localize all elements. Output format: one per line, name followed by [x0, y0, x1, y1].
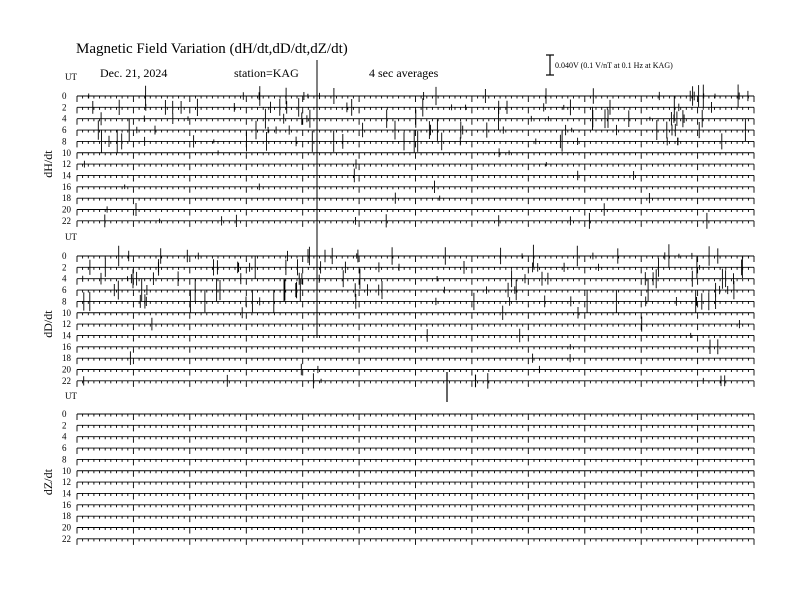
trace-row [77, 482, 754, 488]
row-hour-label: 10 [62, 147, 71, 158]
date-label: Dec. 21, 2024 [100, 66, 168, 80]
trace-row [77, 528, 754, 534]
row-hour-label: 18 [62, 353, 71, 364]
row-hour-label: 18 [62, 511, 71, 522]
row-hour-label: 12 [62, 159, 71, 170]
row-hour-label: 0 [62, 409, 67, 419]
row-hour-label: 8 [62, 136, 67, 147]
panel-dddt [41, 232, 754, 389]
panel-dhdt [41, 72, 754, 229]
row-hour-label: 18 [62, 193, 71, 204]
row-hour-label: 14 [62, 170, 71, 181]
trace-row [77, 107, 754, 131]
row-hour-label: 22 [62, 533, 71, 544]
row-hour-label: 10 [62, 465, 71, 476]
chart-title: Magnetic Field Variation (dH/dt,dD/dt,dZ/dt) [76, 41, 348, 57]
trace-row [77, 493, 754, 499]
trace-row [77, 317, 754, 332]
trace-row [77, 505, 754, 511]
row-hour-label: 16 [62, 499, 71, 510]
trace-row [77, 329, 754, 343]
panel-label: dZ/dt [41, 469, 55, 496]
row-hour-label: 2 [62, 262, 67, 273]
trace-row [77, 85, 754, 108]
row-hour-label: 2 [62, 420, 67, 431]
row-hour-label: 12 [62, 319, 71, 330]
panel-label: dH/dt [41, 150, 55, 178]
panel-label: dD/dt [41, 310, 55, 338]
trace-row [77, 193, 754, 205]
trace-row [77, 364, 754, 376]
trace-row [77, 203, 754, 216]
row-hour-label: 12 [62, 477, 71, 488]
row-hour-label: 6 [62, 285, 67, 296]
row-hour-label: 8 [62, 296, 67, 307]
row-hour-label: 0 [62, 91, 67, 101]
trace-row [77, 414, 754, 420]
trace-row [77, 169, 754, 183]
row-hour-label: 16 [62, 181, 71, 192]
trace-row [77, 471, 754, 477]
trace-row [77, 516, 754, 522]
row-hour-label: 22 [62, 215, 71, 226]
ut-label: UT [65, 72, 77, 82]
row-hour-label: 20 [62, 364, 71, 375]
row-hour-label: 20 [62, 204, 71, 215]
row-hour-label: 14 [62, 488, 71, 499]
trace-row [77, 244, 754, 267]
scale-bar [546, 55, 673, 75]
averaging-label: 4 sec averages [369, 66, 439, 80]
scale-bar-label: 0.040V (0.1 V/nT at 0.1 Hz at KAG) [555, 61, 673, 70]
ut-label: UT [65, 232, 77, 242]
ut-label: UT [65, 391, 77, 401]
trace-row [77, 306, 754, 320]
row-hour-label: 22 [62, 375, 71, 386]
trace-row [77, 459, 754, 465]
trace-row [77, 339, 754, 354]
trace-row [77, 539, 754, 545]
trace-row [77, 351, 754, 365]
row-hour-label: 10 [62, 307, 71, 318]
trace-row [77, 425, 754, 431]
row-hour-label: 16 [62, 341, 71, 352]
row-hour-label: 4 [62, 431, 67, 442]
trace-row [77, 448, 754, 454]
row-hour-label: 0 [62, 251, 67, 261]
row-hour-label: 2 [62, 102, 67, 113]
row-hour-label: 4 [62, 273, 67, 284]
trace-row [77, 148, 754, 158]
row-hour-label: 6 [62, 443, 67, 454]
station-label: station=KAG [234, 66, 299, 80]
row-hour-label: 20 [62, 522, 71, 533]
trace-row [77, 159, 754, 170]
trace-row [77, 437, 754, 443]
row-hour-label: 4 [62, 113, 67, 124]
row-hour-label: 8 [62, 454, 67, 465]
trace-row [77, 181, 754, 193]
panel-dzdt [41, 391, 754, 545]
row-hour-label: 6 [62, 125, 67, 136]
row-hour-label: 14 [62, 330, 71, 341]
